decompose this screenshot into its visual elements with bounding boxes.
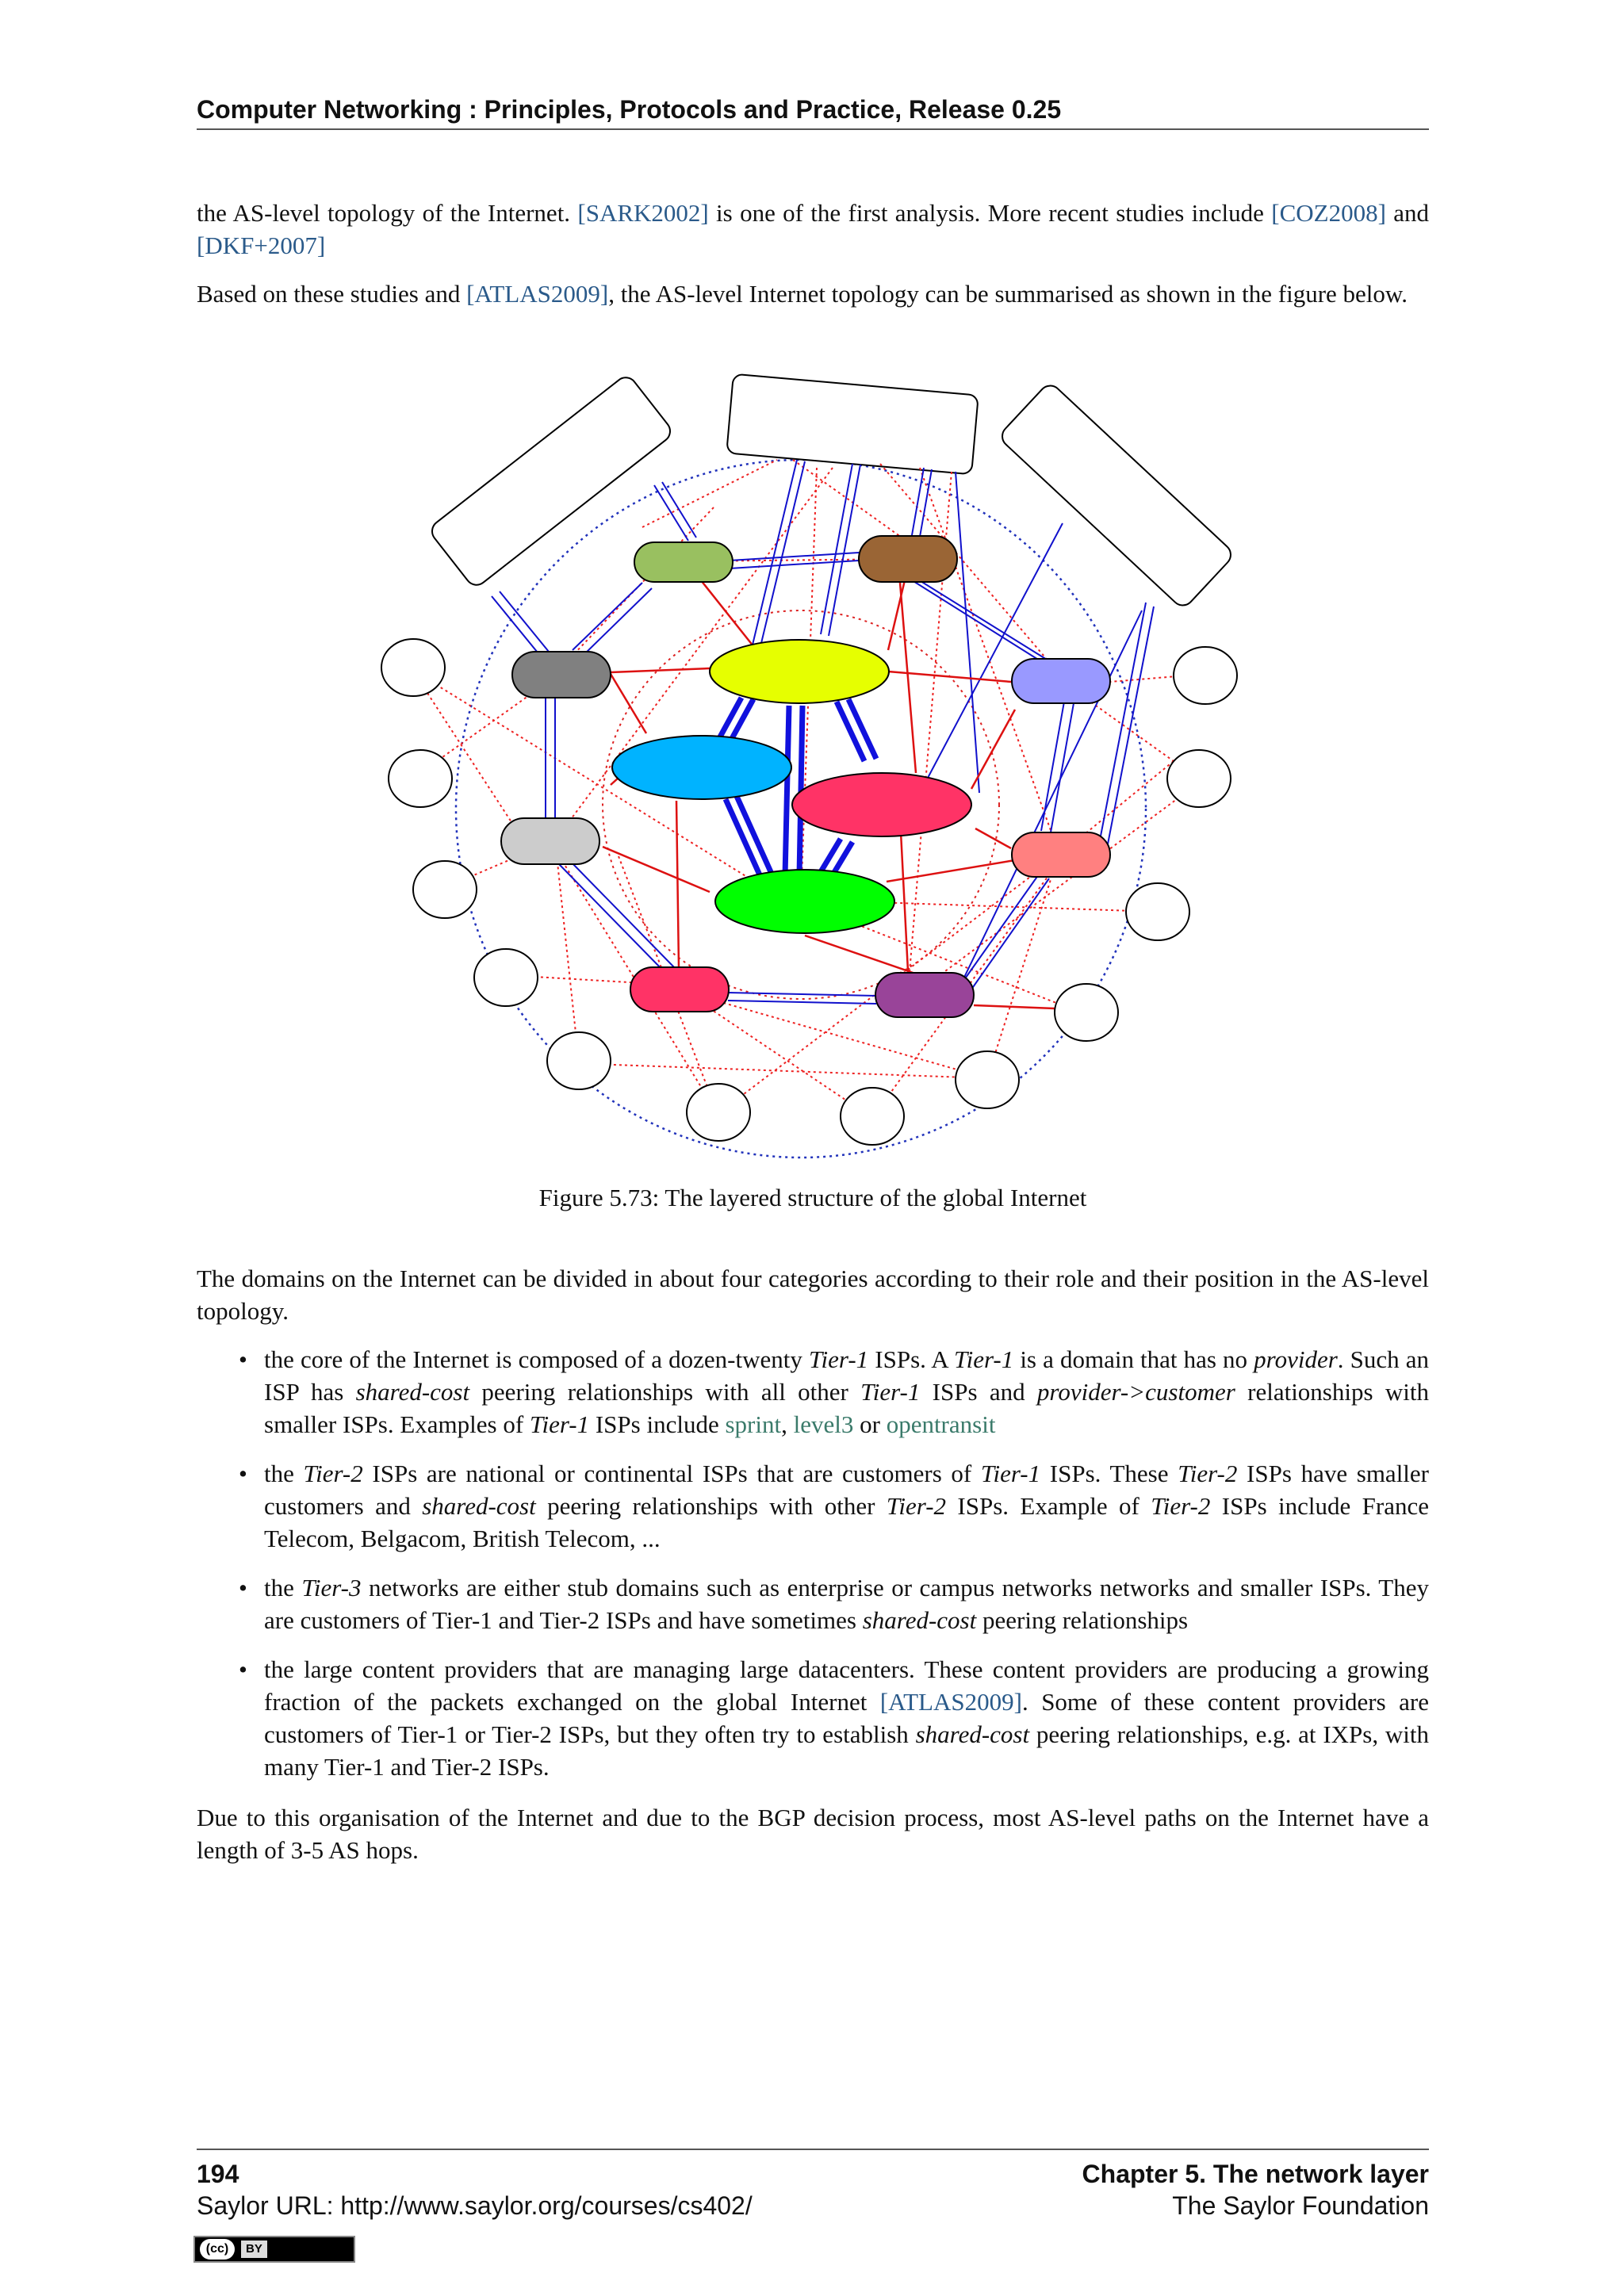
text: the core of the Internet is composed of a dozen-twenty (264, 1345, 809, 1373)
bullet-marker: • (239, 1655, 247, 1683)
content-provider-box-right (998, 381, 1235, 610)
stub-circle (381, 639, 445, 696)
text: peering relationships with all other (469, 1378, 861, 1406)
text: ISPs. Example of (946, 1492, 1151, 1520)
category-list (197, 1343, 1429, 1800)
stub-circle (474, 949, 538, 1006)
text-italic: shared-cost (862, 1606, 977, 1634)
text-italic: Tier-2 (1151, 1492, 1211, 1520)
text: peering relationships (976, 1606, 1189, 1634)
citation-atlas2009[interactable]: [ATLAS2009] (879, 1688, 1022, 1716)
tier2-salmon (1012, 832, 1110, 877)
text: Based on these studies and (197, 280, 467, 308)
text: ISPs have smaller customers and (264, 1460, 1429, 1520)
paragraph-categories: The domains on the Internet can be divided in about four categories according to their role and their position in the AS-level topology. (197, 1265, 1429, 1325)
bullet-marker: • (239, 1345, 247, 1373)
by-icon: BY (241, 2241, 267, 2258)
internet-topology-figure (222, 365, 1253, 1173)
content-provider-box-top (726, 374, 979, 475)
tier1-cyan (612, 736, 791, 799)
stub-circle (841, 1088, 904, 1145)
bullet-marker: • (239, 1460, 247, 1487)
text-italic: Tier-1 (980, 1460, 1041, 1487)
header-rule (197, 128, 1429, 130)
text: networks are either stub domains such as enterprise or campus networks networks and smaller ISPs. They are customers of Tier-1 and Tier-2 ISPs and have sometimes (264, 1574, 1429, 1634)
list-item-tier1 (197, 1343, 1429, 1441)
figure-caption: Figure 5.73: The layered structure of the global Internet (538, 1184, 1087, 1211)
page-number: 194 (197, 2160, 239, 2188)
tier2-gray-dark (512, 652, 611, 698)
tier2-pink (630, 967, 729, 1012)
text-italic: provider->customer (1036, 1378, 1235, 1406)
stub-circle (1167, 750, 1231, 807)
text-italic: Tier-1 (860, 1378, 921, 1406)
footer-left (197, 2158, 753, 2221)
text-italic: Tier-1 (529, 1410, 590, 1438)
text-italic: shared-cost (422, 1492, 536, 1520)
tier2-gray-light (501, 818, 599, 864)
text: , (781, 1410, 794, 1438)
tier2-brown (859, 536, 957, 582)
stub-circle (547, 1032, 611, 1089)
text-italic: Tier-1 (954, 1345, 1014, 1373)
stub-circle (413, 861, 477, 918)
text-italic: Tier-3 (301, 1574, 362, 1601)
citation-sark2002[interactable]: [SARK2002] (577, 199, 709, 227)
text-italic: Tier-1 (808, 1345, 869, 1373)
text: ISPs include (589, 1410, 726, 1438)
text: . Some of these content providers are customers of Tier-1 or Tier-2 ISPs, but they often try to establish (264, 1688, 1429, 1748)
tier1-crimson (792, 773, 971, 836)
text: is one of the first analysis. More recent studies include (708, 199, 1272, 227)
text-italic: Tier-2 (886, 1492, 947, 1520)
tier2-purple (875, 973, 974, 1017)
text: the AS-level topology of the Internet. (197, 199, 578, 227)
list-item-tier2 (197, 1457, 1429, 1555)
text: . Such an ISP has (264, 1345, 1429, 1406)
text: relationships with smaller ISPs. Examples of (264, 1378, 1429, 1438)
paragraph-conclusion: Due to this organisation of the Internet and due to the BGP decision process, most AS-level paths on the Internet have a length of 3-5 AS hops. (197, 1804, 1429, 1864)
cc-icon: (cc) (200, 2239, 235, 2260)
footer-right (1082, 2158, 1429, 2221)
citation-atlas2009[interactable]: [ATLAS2009] (466, 280, 609, 308)
text: ISPs. A (868, 1345, 955, 1373)
link-level3[interactable]: level3 (793, 1410, 854, 1438)
publisher-name: The Saylor Foundation (1172, 2191, 1429, 2220)
text: ISPs and (920, 1378, 1037, 1406)
text-italic: provider (1254, 1345, 1338, 1373)
paragraph-intro (197, 197, 1429, 262)
list-item-content-providers (197, 1653, 1429, 1783)
text: , the AS-level Internet topology can be summarised as shown in the figure below. (608, 280, 1408, 308)
running-header: Computer Networking : Principles, Protocols and Practice, Release 0.25 (197, 95, 1062, 124)
text: and (1385, 199, 1429, 227)
link-sprint[interactable]: sprint (725, 1410, 782, 1438)
text-italic: shared-cost (915, 1720, 1030, 1748)
stub-circle (956, 1051, 1019, 1108)
text: peering relationships, e.g. at IXPs, with many Tier-1 and Tier-2 ISPs. (264, 1720, 1429, 1781)
citation-dkf2007[interactable]: [DKF+2007] (197, 232, 326, 259)
saylor-url: Saylor URL: http://www.saylor.org/courses/cs402/ (197, 2191, 753, 2220)
text: ISPs. These (1040, 1460, 1178, 1487)
paragraph-summary (197, 277, 1429, 310)
cc-by-license-badge (193, 2236, 355, 2263)
stub-circle (1055, 984, 1118, 1041)
list-item-tier3 (197, 1571, 1429, 1636)
text: the large content providers that are managing large datacenters. These content providers are producing a growing fraction of the packets exchanged on the global Internet (264, 1655, 1429, 1716)
text: ISPs are national or continental ISPs that are customers of (362, 1460, 981, 1487)
text-italic: Tier-2 (1178, 1460, 1238, 1487)
text-italic: Tier-2 (303, 1460, 363, 1487)
stub-circle (389, 750, 452, 807)
text: is a domain that has no (1013, 1345, 1254, 1373)
text: the (264, 1574, 302, 1601)
stub-circle (687, 1084, 750, 1141)
stub-circle (1174, 647, 1237, 704)
text: ISPs include France Telecom, Belgacom, British Telecom, ... (264, 1492, 1429, 1552)
tier1-green (715, 870, 894, 933)
footer-rule (197, 2149, 1429, 2150)
link-opentransit[interactable]: opentransit (886, 1410, 996, 1438)
text: the (264, 1460, 304, 1487)
text: or (853, 1410, 887, 1438)
text: peering relationships with other (535, 1492, 887, 1520)
tier2-periwinkle (1012, 659, 1110, 703)
bullet-marker: • (239, 1574, 247, 1601)
chapter-title: Chapter 5. The network layer (1082, 2160, 1429, 2188)
text-italic: shared-cost (355, 1378, 470, 1406)
tier1-yellow (710, 640, 889, 703)
tier2-green (634, 542, 733, 582)
citation-coz2008[interactable]: [COZ2008] (1271, 199, 1386, 227)
stub-circle (1126, 883, 1189, 940)
